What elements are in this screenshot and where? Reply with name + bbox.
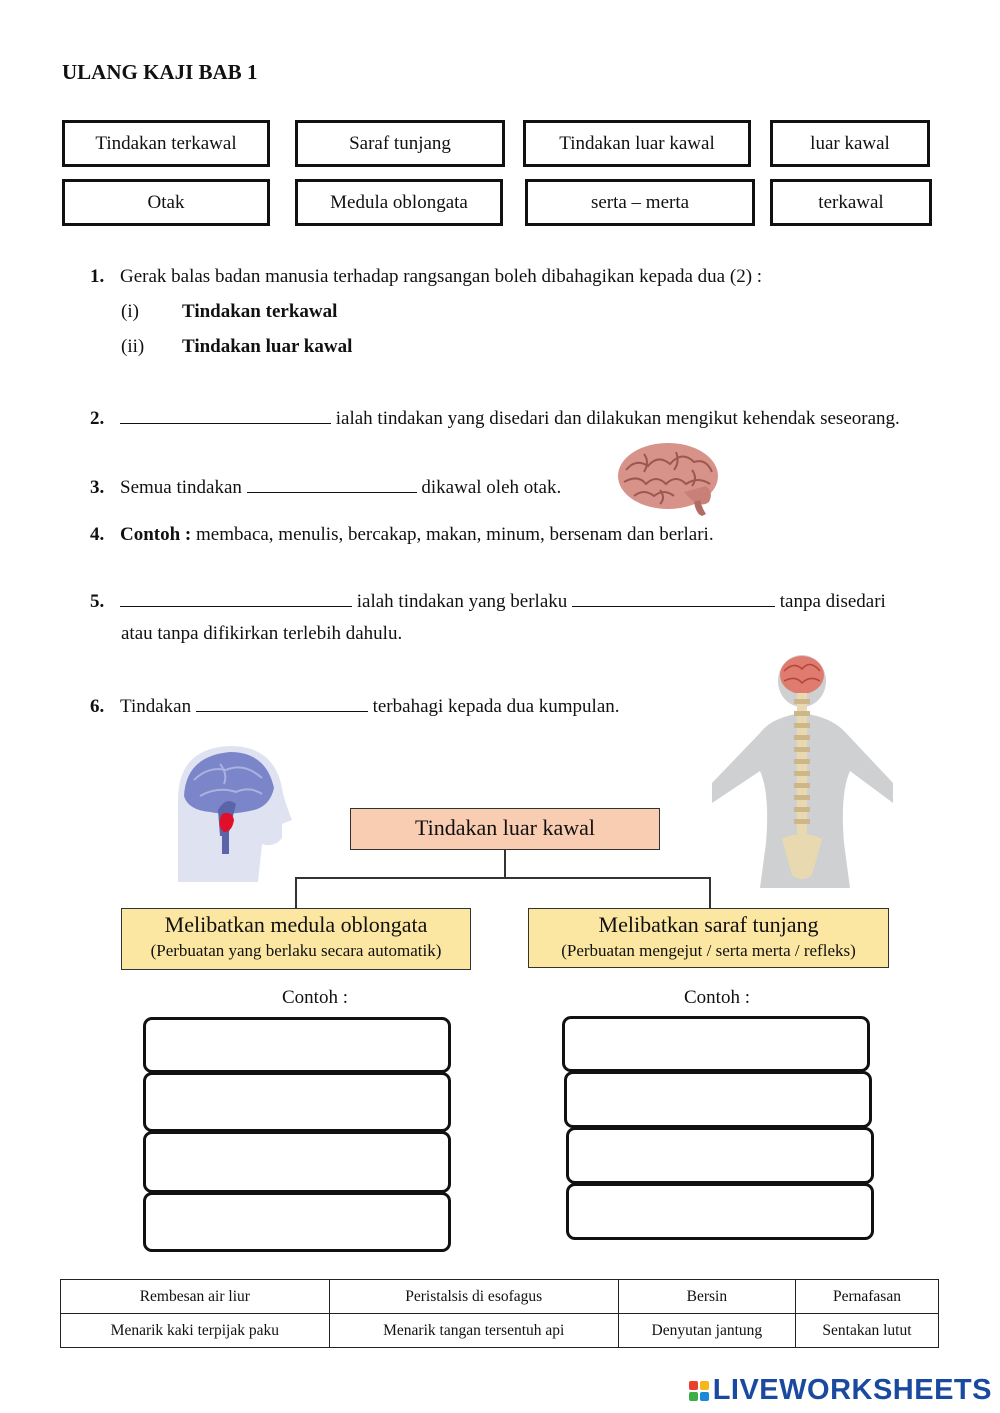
word-chip[interactable]: Medula oblongata xyxy=(295,179,503,226)
contoh-label-right: Contoh : xyxy=(684,987,750,1008)
answer-blank[interactable] xyxy=(572,588,775,607)
answer-blank[interactable] xyxy=(247,474,417,493)
answer-option[interactable]: Sentakan lutut xyxy=(795,1314,938,1348)
diagram-connector xyxy=(504,850,506,878)
contoh-label-left: Contoh : xyxy=(282,987,348,1008)
diagram-connector xyxy=(295,877,710,879)
drop-zone-left[interactable] xyxy=(143,1131,451,1193)
spinal-cord-icon xyxy=(710,653,895,888)
question-2: 2. ialah tindakan yang disedari dan dilakukan mengikut kehendak seseorang. xyxy=(90,405,900,430)
drop-zone-left[interactable] xyxy=(143,1072,451,1132)
diagram-root: Tindakan luar kawal xyxy=(350,808,660,850)
word-chip[interactable]: terkawal xyxy=(770,179,932,226)
drop-zone-right[interactable] xyxy=(566,1127,874,1184)
question-6: 6. Tindakan terbahagi kepada dua kumpulan. xyxy=(90,693,620,718)
table-row xyxy=(61,1314,939,1348)
word-chip[interactable]: Otak xyxy=(62,179,270,226)
drop-zone-right[interactable] xyxy=(566,1183,874,1240)
answer-option[interactable]: Menarik tangan tersentuh api xyxy=(329,1314,618,1348)
question-1-item-2: (ii) Tindakan luar kawal xyxy=(121,336,353,357)
answer-bank-table xyxy=(60,1279,939,1348)
question-5: 5. ialah tindakan yang berlaku tanpa disedari xyxy=(90,588,886,613)
answer-option[interactable]: Pernafasan xyxy=(795,1280,938,1314)
answer-option[interactable]: Denyutan jantung xyxy=(618,1314,795,1348)
answer-blank[interactable] xyxy=(120,405,331,424)
drop-zone-right[interactable] xyxy=(564,1071,872,1128)
branch-saraf-tunjang: Melibatkan saraf tunjang (Perbuatan mengejut / serta merta / refleks) xyxy=(528,908,889,968)
answer-option[interactable]: Rembesan air liur xyxy=(61,1280,330,1314)
word-chip[interactable]: serta – merta xyxy=(525,179,755,226)
brain-icon xyxy=(614,440,724,520)
word-chip[interactable]: Saraf tunjang xyxy=(295,120,505,167)
question-3: 3. Semua tindakan dikawal oleh otak. xyxy=(90,474,561,499)
answer-option[interactable]: Peristalsis di esofagus xyxy=(329,1280,618,1314)
logo-text: LIVEWORKSHEETS xyxy=(712,1374,992,1406)
drop-zone-left[interactable] xyxy=(143,1192,451,1252)
answer-option[interactable]: Menarik kaki terpijak paku xyxy=(61,1314,330,1348)
diagram-connector xyxy=(295,877,297,908)
question-1: 1. Gerak balas badan manusia terhadap rangsangan boleh dibahagikan kepada dua (2) : xyxy=(90,266,763,287)
head-brain-icon xyxy=(170,740,298,885)
word-chip[interactable]: luar kawal xyxy=(770,120,930,167)
table-row xyxy=(61,1280,939,1314)
diagram-connector xyxy=(709,877,711,908)
question-1-item-1: (i) Tindakan terkawal xyxy=(121,301,338,322)
answer-blank[interactable] xyxy=(196,693,368,712)
drop-zone-right[interactable] xyxy=(562,1016,870,1072)
drop-zone-left[interactable] xyxy=(143,1017,451,1073)
answer-blank[interactable] xyxy=(120,588,352,607)
question-4: 4. Contoh : membaca, menulis, bercakap, makan, minum, bersenam dan berlari. xyxy=(90,524,714,545)
word-chip[interactable]: Tindakan terkawal xyxy=(62,120,270,167)
liveworksheets-logo[interactable] xyxy=(689,1374,992,1407)
question-5-line-2: atau tanpa difikirkan terlebih dahulu. xyxy=(121,623,403,644)
branch-medula-oblongata: Melibatkan medula oblongata (Perbuatan yang berlaku secara automatik) xyxy=(121,908,471,970)
worksheet-title: ULANG KAJI BAB 1 xyxy=(62,60,258,84)
logo-icon xyxy=(689,1381,709,1401)
word-chip[interactable]: Tindakan luar kawal xyxy=(523,120,751,167)
answer-option[interactable]: Bersin xyxy=(618,1280,795,1314)
